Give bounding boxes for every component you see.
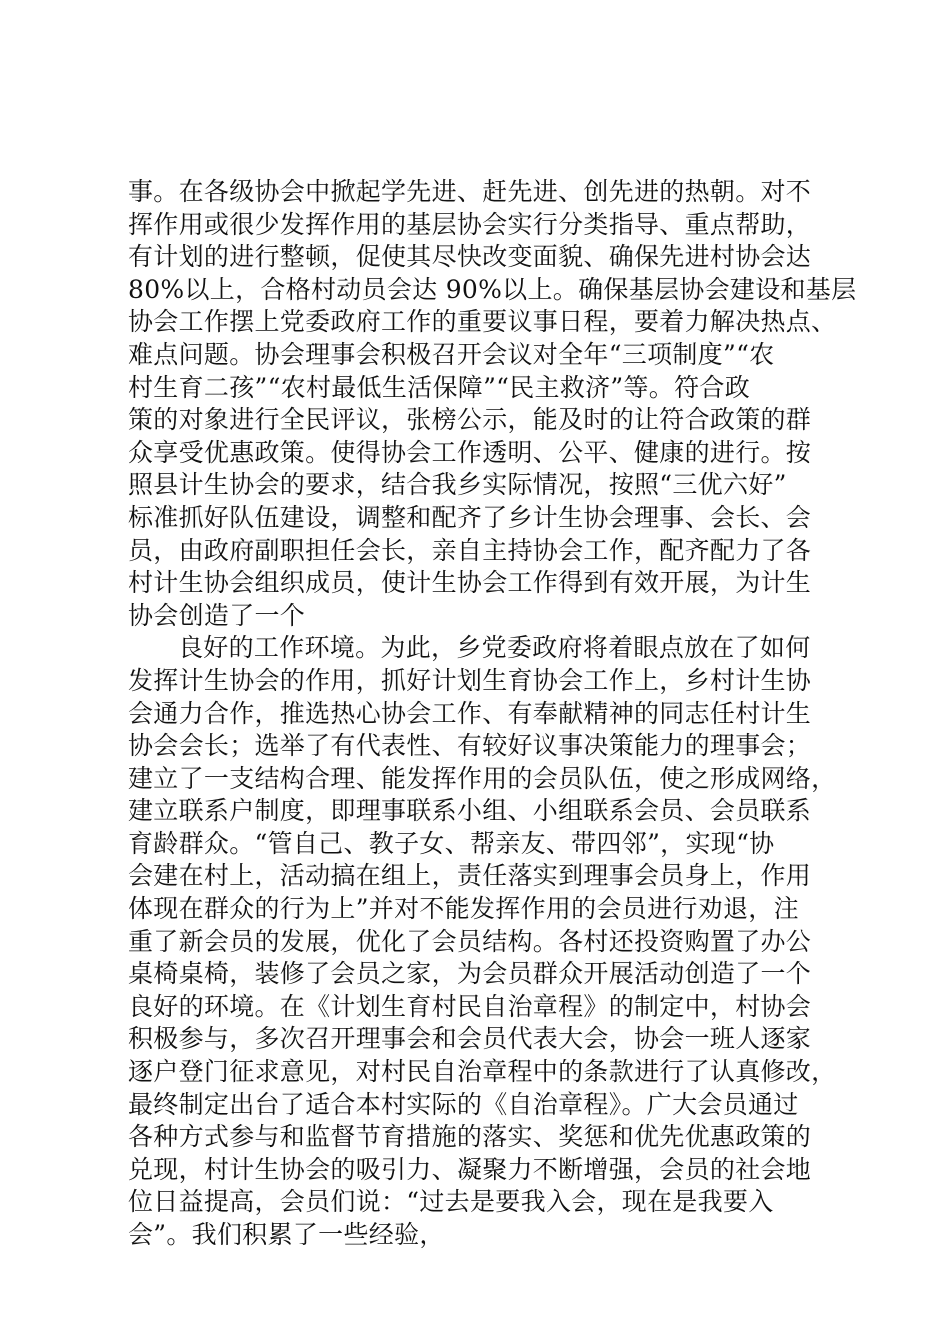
paragraph-start-line: 良好的工作环境。为此，乡党委政府将着眼点放在了如何 bbox=[178, 633, 811, 663]
text-line: 有计划的进行整顿，促使其尽快改变面貌、确保先进村协会达 bbox=[128, 242, 812, 272]
text-line: 逐户登门征求意见，对村民自治章程中的条款进行了认真修改， bbox=[128, 1057, 837, 1087]
text-line: 最终制定出台了适合本村实际的《自治章程》。广大会员通过 bbox=[128, 1089, 799, 1119]
text-line: 体现在群众的行为上”并对不能发挥作用的会员进行劝退，注 bbox=[128, 894, 799, 924]
text-line: 桌椅桌椅，装修了会员之家，为会员群众开展活动创造了一个 bbox=[128, 959, 812, 989]
text-line: 重了新会员的发展，优化了会员结构。各村还投资购置了办公 bbox=[128, 926, 812, 956]
text-line: 会建在村上，活动搞在组上，责任落实到理事会员身上，作用 bbox=[128, 861, 812, 891]
text-line: 员，由政府副职担任会长，亲自主持协会工作，配齐配力了各 bbox=[128, 535, 812, 565]
text-line: 建立了一支结构合理、能发挥作用的会员队伍，使之形成网络， bbox=[128, 763, 837, 793]
body-text bbox=[128, 176, 858, 1252]
text-line: 挥作用或很少发挥作用的基层协会实行分类指导、重点帮助， bbox=[128, 209, 812, 239]
text-line: 80%以上，合格村动员会达 90%以上。确保基层协会建设和基层 bbox=[128, 274, 857, 304]
text-line: 发挥计生协会的作用，抓好计划生育协会工作上，乡村计生协 bbox=[128, 665, 812, 695]
text-line: 育龄群众。“管自己、教子女、帮亲友、带四邻”，实现“协 bbox=[128, 828, 775, 858]
text-line: 积极参与，多次召开理事会和会员代表大会，协会一班人逐家 bbox=[128, 1024, 812, 1054]
text-line: 各种方式参与和监督节育措施的落实、奖惩和优先优惠政策的 bbox=[128, 1122, 812, 1152]
text-line: 事。在各级协会中掀起学先进、赶先进、创先进的热朝。对不 bbox=[128, 177, 812, 206]
text-line: 难点问题。协会理事会积极召开会议对全年“三项制度”“农 bbox=[128, 339, 775, 369]
text-line: 会通力合作，推选热心协会工作、有奉献精神的同志任村计生 bbox=[128, 698, 812, 728]
text-line: 良好的环境。在《计划生育村民自治章程》的制定中，村协会 bbox=[128, 991, 812, 1021]
text-line: 位日益提高，会员们说：“过去是要我入会，现在是我要入 bbox=[128, 1187, 774, 1217]
text-line: 照县计生协会的要求，结合我乡实际情况，按照“三优六好” bbox=[128, 470, 787, 500]
text-line: 协会工作摆上党委政府工作的重要议事日程，要着力解决热点、 bbox=[128, 307, 837, 337]
text-line: 协会创造了一个 bbox=[128, 600, 306, 630]
text-line: 建立联系户制度，即理事联系小组、小组联系会员、会员联系 bbox=[128, 796, 812, 826]
text-line: 策的对象进行全民评议，张榜公示，能及时的让符合政策的群 bbox=[128, 405, 812, 435]
text-line: 会”。我们积累了一些经验， bbox=[128, 1220, 445, 1249]
text-line: 村生育二孩”“农村最低生活保障”“民主救济”等。符合政 bbox=[128, 372, 751, 402]
text-line: 标准抓好队伍建设，调整和配齐了乡计生协会理事、会长、会 bbox=[128, 502, 812, 532]
text-line: 兑现，村计生协会的吸引力、凝聚力不断增强，会员的社会地 bbox=[128, 1154, 812, 1184]
text-line: 众享受优惠政策。使得协会工作透明、公平、健康的进行。按 bbox=[128, 437, 812, 467]
text-line: 村计生协会组织成员，使计生协会工作得到有效开展，为计生 bbox=[128, 568, 812, 598]
text-line: 协会会长；选举了有代表性、有较好议事决策能力的理事会； bbox=[128, 731, 812, 761]
